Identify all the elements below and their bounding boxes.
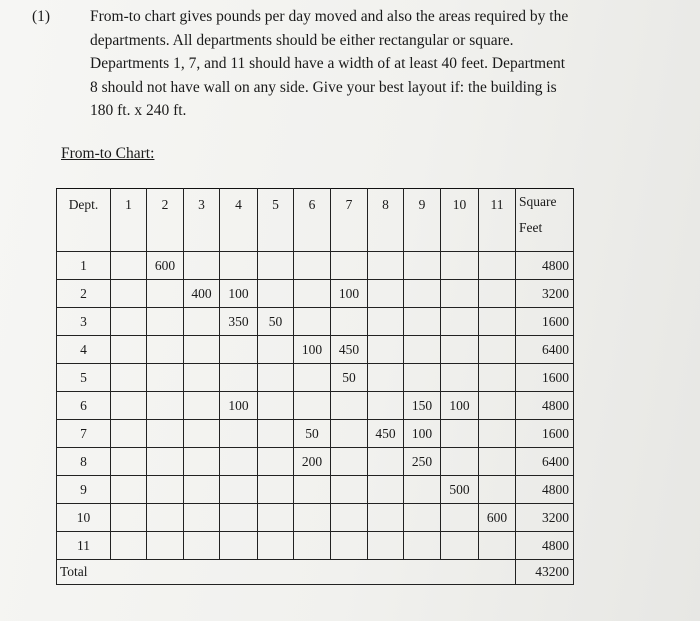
flow-cell <box>111 308 147 336</box>
row-square-feet: 4800 <box>516 392 574 420</box>
flow-cell <box>147 308 184 336</box>
row-square-feet: 1600 <box>516 308 574 336</box>
table-row <box>57 448 574 476</box>
row-dept: 10 <box>57 504 111 532</box>
row-dept: 6 <box>57 392 111 420</box>
column-header: 7 <box>331 189 368 252</box>
flow-cell <box>404 532 441 560</box>
flow-cell <box>479 308 516 336</box>
flow-cell: 600 <box>479 504 516 532</box>
flow-cell <box>184 336 220 364</box>
row-dept: 11 <box>57 532 111 560</box>
flow-cell <box>258 364 294 392</box>
flow-cell <box>404 336 441 364</box>
flow-cell: 600 <box>147 252 184 280</box>
flow-cell <box>294 252 331 280</box>
flow-cell <box>441 280 479 308</box>
flow-cell: 100 <box>220 280 258 308</box>
flow-cell <box>479 364 516 392</box>
problem-line: 180 ft. x 240 ft. <box>90 102 187 119</box>
flow-cell: 450 <box>368 420 404 448</box>
column-header: 8 <box>368 189 404 252</box>
row-square-feet: 3200 <box>516 504 574 532</box>
column-header: 4 <box>220 189 258 252</box>
flow-cell <box>184 532 220 560</box>
flow-cell <box>331 420 368 448</box>
table-header-row <box>57 189 574 252</box>
flow-cell <box>147 392 184 420</box>
flow-cell <box>111 532 147 560</box>
problem-line: 8 should not have wall on any side. Give your best layout if: the building is <box>90 78 557 96</box>
flow-cell: 150 <box>404 392 441 420</box>
flow-cell <box>331 308 368 336</box>
flow-cell <box>111 476 147 504</box>
from-to-table <box>56 188 574 585</box>
flow-cell <box>111 448 147 476</box>
square-feet-header-line1: Square <box>519 194 557 209</box>
flow-cell <box>220 448 258 476</box>
flow-cell <box>258 336 294 364</box>
flow-cell <box>368 504 404 532</box>
flow-cell <box>258 252 294 280</box>
flow-cell <box>368 476 404 504</box>
column-header: 10 <box>441 189 479 252</box>
flow-cell: 200 <box>294 448 331 476</box>
flow-cell: 250 <box>404 448 441 476</box>
total-row <box>57 560 574 585</box>
row-dept: 9 <box>57 476 111 504</box>
flow-cell <box>258 392 294 420</box>
flow-cell <box>404 308 441 336</box>
table-row <box>57 476 574 504</box>
flow-cell <box>111 504 147 532</box>
flow-cell: 350 <box>220 308 258 336</box>
flow-cell <box>479 420 516 448</box>
row-square-feet: 1600 <box>516 364 574 392</box>
flow-cell <box>220 532 258 560</box>
flow-cell <box>111 252 147 280</box>
flow-cell <box>184 364 220 392</box>
flow-cell <box>111 336 147 364</box>
row-dept: 1 <box>57 252 111 280</box>
table-row <box>57 504 574 532</box>
flow-cell <box>258 420 294 448</box>
flow-cell: 100 <box>331 280 368 308</box>
table-row <box>57 308 574 336</box>
flow-cell <box>368 280 404 308</box>
flow-cell <box>479 280 516 308</box>
flow-cell: 50 <box>294 420 331 448</box>
row-dept: 7 <box>57 420 111 448</box>
problem-number: (1) <box>32 8 51 25</box>
dept-header: Dept. <box>57 189 111 252</box>
flow-cell <box>441 252 479 280</box>
flow-cell <box>184 392 220 420</box>
flow-cell <box>220 336 258 364</box>
table-row <box>57 336 574 364</box>
problem-line: Departments 1, 7, and 11 should have a width of at least 40 feet. Department <box>90 55 566 72</box>
flow-cell: 450 <box>331 336 368 364</box>
flow-cell <box>441 532 479 560</box>
flow-cell <box>111 392 147 420</box>
table-row <box>57 420 574 448</box>
flow-cell <box>368 532 404 560</box>
flow-cell <box>441 308 479 336</box>
flow-cell <box>368 448 404 476</box>
flow-cell <box>294 392 331 420</box>
total-value: 43200 <box>516 560 574 585</box>
flow-cell <box>441 448 479 476</box>
flow-cell <box>479 476 516 504</box>
flow-cell <box>331 504 368 532</box>
flow-cell <box>111 420 147 448</box>
total-label: Total <box>57 560 111 585</box>
flow-cell <box>294 532 331 560</box>
flow-cell <box>147 504 184 532</box>
flow-cell <box>331 392 368 420</box>
flow-cell <box>331 532 368 560</box>
flow-cell <box>258 448 294 476</box>
flow-cell <box>404 280 441 308</box>
flow-cell <box>404 364 441 392</box>
flow-cell <box>147 476 184 504</box>
flow-cell <box>441 504 479 532</box>
table-row <box>57 532 574 560</box>
flow-cell <box>220 420 258 448</box>
row-dept: 8 <box>57 448 111 476</box>
flow-cell <box>147 364 184 392</box>
flow-cell <box>220 252 258 280</box>
problem-line: departments. All departments should be either rectangular or square. <box>90 31 514 49</box>
flow-cell <box>258 476 294 504</box>
flow-cell <box>220 504 258 532</box>
flow-cell <box>184 308 220 336</box>
row-dept: 5 <box>57 364 111 392</box>
column-header: 11 <box>479 189 516 252</box>
flow-cell: 100 <box>220 392 258 420</box>
flow-cell <box>184 476 220 504</box>
flow-cell <box>294 364 331 392</box>
flow-cell <box>368 392 404 420</box>
flow-cell <box>368 252 404 280</box>
problem-text <box>90 5 632 123</box>
square-feet-header <box>516 189 574 252</box>
column-header: 5 <box>258 189 294 252</box>
table-row <box>57 280 574 308</box>
flow-cell: 400 <box>184 280 220 308</box>
flow-cell <box>184 420 220 448</box>
flow-cell: 100 <box>441 392 479 420</box>
flow-cell <box>258 532 294 560</box>
flow-cell <box>294 504 331 532</box>
column-header: 6 <box>294 189 331 252</box>
flow-cell <box>147 336 184 364</box>
flow-cell <box>147 532 184 560</box>
flow-cell <box>479 448 516 476</box>
flow-cell <box>258 280 294 308</box>
flow-cell <box>479 252 516 280</box>
row-dept: 4 <box>57 336 111 364</box>
chart-heading: From-to Chart: <box>61 145 155 162</box>
row-square-feet: 4800 <box>516 532 574 560</box>
flow-cell <box>184 252 220 280</box>
flow-cell <box>184 504 220 532</box>
column-header: 3 <box>184 189 220 252</box>
row-square-feet: 4800 <box>516 476 574 504</box>
flow-cell <box>111 280 147 308</box>
flow-cell: 100 <box>404 420 441 448</box>
flow-cell: 100 <box>294 336 331 364</box>
square-feet-header-line2: Feet <box>519 220 543 235</box>
flow-cell <box>220 364 258 392</box>
flow-cell <box>147 280 184 308</box>
flow-cell <box>368 308 404 336</box>
flow-cell <box>404 252 441 280</box>
flow-cell <box>184 448 220 476</box>
row-dept: 3 <box>57 308 111 336</box>
row-square-feet: 3200 <box>516 280 574 308</box>
flow-cell <box>368 364 404 392</box>
flow-cell <box>368 336 404 364</box>
table-row <box>57 392 574 420</box>
column-header: 1 <box>111 189 147 252</box>
row-square-feet: 6400 <box>516 448 574 476</box>
flow-cell <box>331 448 368 476</box>
table-row <box>57 364 574 392</box>
row-dept: 2 <box>57 280 111 308</box>
flow-cell <box>147 420 184 448</box>
flow-cell <box>479 392 516 420</box>
flow-cell <box>294 308 331 336</box>
flow-cell <box>294 476 331 504</box>
flow-cell <box>479 532 516 560</box>
flow-cell <box>294 280 331 308</box>
flow-cell: 500 <box>441 476 479 504</box>
row-square-feet: 1600 <box>516 420 574 448</box>
table-row <box>57 252 574 280</box>
flow-cell: 50 <box>258 308 294 336</box>
flow-cell <box>220 476 258 504</box>
flow-cell <box>111 364 147 392</box>
flow-cell <box>404 476 441 504</box>
flow-cell <box>441 336 479 364</box>
row-square-feet: 6400 <box>516 336 574 364</box>
flow-cell <box>441 364 479 392</box>
flow-cell <box>331 252 368 280</box>
flow-cell <box>258 504 294 532</box>
flow-cell <box>147 448 184 476</box>
flow-cell <box>404 504 441 532</box>
problem-line: From-to chart gives pounds per day moved and also the areas required by the <box>90 8 569 25</box>
flow-cell <box>479 336 516 364</box>
column-header: 9 <box>404 189 441 252</box>
flow-cell: 50 <box>331 364 368 392</box>
row-square-feet: 4800 <box>516 252 574 280</box>
problem-statement <box>32 5 632 123</box>
flow-cell <box>441 420 479 448</box>
flow-cell <box>331 476 368 504</box>
total-blank <box>111 560 516 585</box>
column-header: 2 <box>147 189 184 252</box>
